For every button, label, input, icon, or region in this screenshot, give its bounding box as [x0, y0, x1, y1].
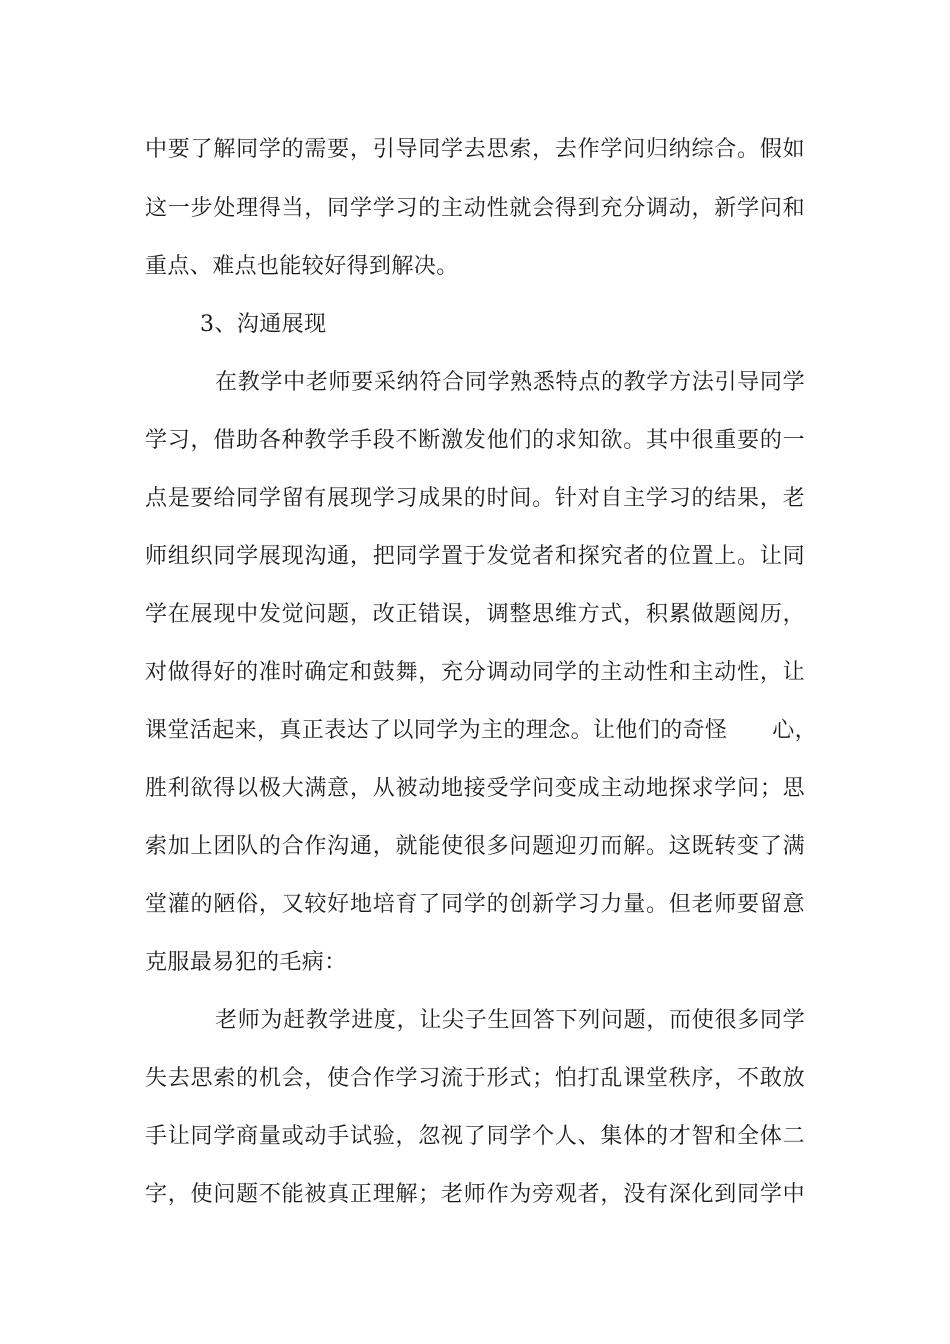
paragraph-line: 堂灌的陋俗，又较好地培育了同学的创新学习力量。但老师要留意 [145, 892, 805, 917]
paragraph-line: 课堂活起来，真正表达了以同学为主的理念。让他们的奇怪 心， [145, 718, 818, 743]
paragraph-line: 失去思索的机会，使合作学习流于形式；怕打乱课堂秩序，不敢放 [145, 1066, 805, 1091]
paragraph-line: 点是要给同学留有展现学习成果的时间。针对自主学习的结果，老 [145, 486, 805, 511]
paragraph-line: 中要了解同学的需要，引导同学去思索，去作学问归纳综合。假如 [145, 137, 805, 162]
paragraph-line: 字，使问题不能被真正理解；老师作为旁观者，没有深化到同学中 [145, 1182, 805, 1207]
paragraph-line: 学习，借助各种教学手段不断激发他们的求知欲。其中很重要的一 [145, 428, 805, 453]
paragraph-line: 老师为赶教学进度，让尖子生回答下列问题，而使很多同学 [215, 1008, 805, 1033]
paragraph-line: 对做得好的准时确定和鼓舞，充分调动同学的主动性和主动性，让 [145, 660, 805, 685]
paragraph-line: 克服最易犯的毛病： [145, 950, 347, 975]
paragraph-line: 这一步处理得当，同学学习的主动性就会得到充分调动，新学问和 [145, 196, 805, 221]
paragraph-line: 重点、难点也能较好得到解决。 [145, 254, 459, 279]
section-heading: 3、沟通展现 [200, 312, 327, 337]
paragraph-line: 索加上团队的合作沟通，就能使很多问题迎刃而解。这既转变了满 [145, 834, 805, 859]
paragraph-line: 在教学中老师要采纳符合同学熟悉特点的教学方法引导同学 [215, 370, 805, 395]
paragraph-line: 师组织同学展现沟通，把同学置于发觉者和探究者的位置上。让同 [145, 544, 805, 569]
paragraph-line: 手让同学商量或动手试验，忽视了同学个人、集体的才智和全体二 [145, 1124, 805, 1149]
paragraph-line: 学在展现中发觉问题，改正错误，调整思维方式，积累做题阅历， [145, 602, 805, 627]
paragraph-line: 胜利欲得以极大满意，从被动地接受学问变成主动地探求学问；思 [145, 776, 805, 801]
